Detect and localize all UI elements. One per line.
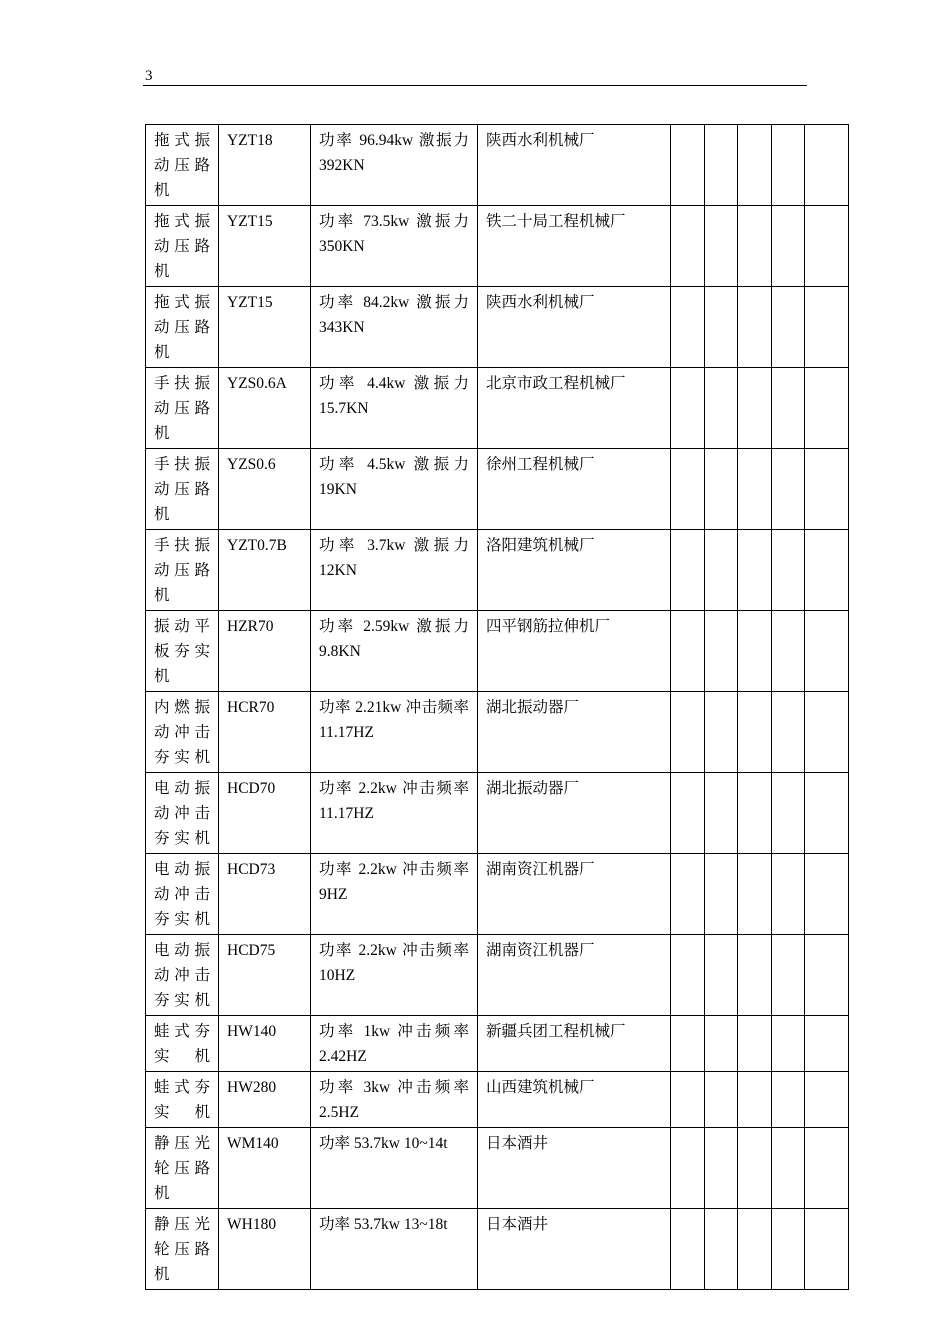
equipment-name-line: 机 — [154, 668, 170, 685]
empty-cell — [705, 773, 738, 854]
empty-cell — [772, 287, 805, 368]
equipment-name-line: 动压路 — [154, 562, 210, 579]
equipment-name-cell — [146, 1072, 219, 1128]
equipment-table — [145, 124, 849, 1290]
empty-cell — [805, 287, 849, 368]
empty-cell — [705, 1128, 738, 1209]
model-cell: YZT0.7B — [219, 530, 311, 611]
empty-cell — [738, 125, 772, 206]
table-row — [146, 368, 849, 449]
manufacturer-cell: 铁二十局工程机械厂 — [478, 206, 671, 287]
empty-cell — [805, 206, 849, 287]
empty-cell — [738, 854, 772, 935]
empty-cell — [805, 368, 849, 449]
empty-cell — [705, 935, 738, 1016]
manufacturer-cell: 北京市政工程机械厂 — [478, 368, 671, 449]
empty-cell — [671, 206, 705, 287]
table-row — [146, 125, 849, 206]
empty-cell — [738, 368, 772, 449]
header-rule — [143, 85, 807, 86]
table-row — [146, 1209, 849, 1290]
empty-cell — [738, 692, 772, 773]
empty-cell — [705, 1016, 738, 1072]
spec-cell: 功率 53.7kw 10~14t — [311, 1128, 478, 1209]
table-row — [146, 1128, 849, 1209]
empty-cell — [805, 1072, 849, 1128]
manufacturer-cell: 洛阳建筑机械厂 — [478, 530, 671, 611]
empty-cell — [705, 530, 738, 611]
table-row — [146, 206, 849, 287]
empty-cell — [671, 368, 705, 449]
manufacturer-cell: 湖北振动器厂 — [478, 692, 671, 773]
empty-cell — [671, 773, 705, 854]
empty-cell — [772, 1016, 805, 1072]
equipment-name-line: 动压路 — [154, 400, 210, 417]
model-cell: YZT15 — [219, 287, 311, 368]
equipment-name-line: 动压路 — [154, 481, 210, 498]
equipment-name-line: 轮压路 — [154, 1241, 210, 1258]
empty-cell — [671, 611, 705, 692]
empty-cell — [772, 449, 805, 530]
empty-cell — [772, 773, 805, 854]
empty-cell — [705, 1209, 738, 1290]
empty-cell — [705, 611, 738, 692]
empty-cell — [772, 1072, 805, 1128]
equipment-name-cell — [146, 449, 219, 530]
equipment-name-line: 动冲击 — [154, 724, 210, 741]
equipment-name-line: 振动平 — [154, 618, 210, 635]
model-cell: HW280 — [219, 1072, 311, 1128]
manufacturer-cell: 新疆兵团工程机械厂 — [478, 1016, 671, 1072]
table-row — [146, 1072, 849, 1128]
equipment-name-line: 机 — [154, 1185, 170, 1202]
empty-cell — [705, 287, 738, 368]
page-number: 3 — [145, 68, 153, 84]
empty-cell — [671, 692, 705, 773]
equipment-name-line: 动冲击 — [154, 886, 210, 903]
empty-cell — [738, 935, 772, 1016]
manufacturer-cell: 湖北振动器厂 — [478, 773, 671, 854]
empty-cell — [772, 1128, 805, 1209]
equipment-name-line: 机 — [154, 506, 170, 523]
empty-cell — [671, 1209, 705, 1290]
empty-cell — [705, 692, 738, 773]
empty-cell — [738, 1209, 772, 1290]
equipment-name-line: 动压路 — [154, 238, 210, 255]
table-row — [146, 854, 849, 935]
model-cell: HW140 — [219, 1016, 311, 1072]
spec-cell: 功率 2.2kw 冲击频率 11.17HZ — [311, 773, 478, 854]
spec-cell: 功率 84.2kw 激振力 343KN — [311, 287, 478, 368]
manufacturer-cell: 四平钢筋拉伸机厂 — [478, 611, 671, 692]
equipment-name-line: 实机 — [154, 1104, 210, 1121]
equipment-name-line: 静压光 — [154, 1216, 210, 1233]
spec-cell: 功率 3kw 冲击频率 2.5HZ — [311, 1072, 478, 1128]
equipment-name-line: 电动振 — [154, 942, 210, 959]
equipment-name-line: 夯实机 — [154, 830, 210, 847]
manufacturer-cell: 山西建筑机械厂 — [478, 1072, 671, 1128]
spec-cell: 功率 2.21kw 冲击频率 11.17HZ — [311, 692, 478, 773]
model-cell: HCD75 — [219, 935, 311, 1016]
empty-cell — [738, 449, 772, 530]
equipment-name-line: 机 — [154, 182, 170, 199]
empty-cell — [805, 1209, 849, 1290]
empty-cell — [671, 1128, 705, 1209]
equipment-name-cell — [146, 125, 219, 206]
empty-cell — [671, 854, 705, 935]
equipment-name-cell — [146, 530, 219, 611]
empty-cell — [805, 854, 849, 935]
equipment-name-line: 动冲击 — [154, 805, 210, 822]
table-row — [146, 530, 849, 611]
empty-cell — [805, 449, 849, 530]
empty-cell — [772, 125, 805, 206]
empty-cell — [671, 935, 705, 1016]
table-row — [146, 773, 849, 854]
equipment-name-line: 动压路 — [154, 319, 210, 336]
equipment-name-cell — [146, 854, 219, 935]
equipment-name-cell — [146, 1128, 219, 1209]
spec-cell: 功率 4.4kw 激振力 15.7KN — [311, 368, 478, 449]
equipment-name-cell — [146, 206, 219, 287]
empty-cell — [705, 125, 738, 206]
table-row — [146, 611, 849, 692]
manufacturer-cell: 徐州工程机械厂 — [478, 449, 671, 530]
equipment-name-line: 机 — [154, 1266, 170, 1283]
model-cell: YZS0.6 — [219, 449, 311, 530]
table-body — [146, 125, 849, 1290]
equipment-name-line: 拖式振 — [154, 213, 210, 230]
equipment-name-line: 蛙式夯 — [154, 1023, 210, 1040]
empty-cell — [705, 368, 738, 449]
empty-cell — [772, 854, 805, 935]
empty-cell — [772, 1209, 805, 1290]
empty-cell — [738, 530, 772, 611]
empty-cell — [738, 1016, 772, 1072]
model-cell: WM140 — [219, 1128, 311, 1209]
empty-cell — [671, 287, 705, 368]
equipment-name-line: 手扶振 — [154, 456, 210, 473]
model-cell: HCD73 — [219, 854, 311, 935]
empty-cell — [705, 854, 738, 935]
table-row — [146, 449, 849, 530]
empty-cell — [772, 206, 805, 287]
empty-cell — [805, 530, 849, 611]
spec-cell: 功率 73.5kw 激振力 350KN — [311, 206, 478, 287]
empty-cell — [805, 1016, 849, 1072]
empty-cell — [772, 611, 805, 692]
equipment-name-line: 电动振 — [154, 780, 210, 797]
equipment-name-cell — [146, 1209, 219, 1290]
empty-cell — [805, 773, 849, 854]
empty-cell — [738, 1072, 772, 1128]
model-cell: YZT15 — [219, 206, 311, 287]
model-cell: HZR70 — [219, 611, 311, 692]
table-row — [146, 935, 849, 1016]
table-row — [146, 692, 849, 773]
model-cell: WH180 — [219, 1209, 311, 1290]
empty-cell — [738, 287, 772, 368]
equipment-name-line: 板夯实 — [154, 643, 210, 660]
equipment-name-cell — [146, 692, 219, 773]
empty-cell — [805, 692, 849, 773]
empty-cell — [805, 125, 849, 206]
empty-cell — [805, 1128, 849, 1209]
empty-cell — [738, 611, 772, 692]
spec-cell: 功率 2.2kw 冲击频率 10HZ — [311, 935, 478, 1016]
model-cell: HCD70 — [219, 773, 311, 854]
equipment-name-line: 实机 — [154, 1048, 210, 1065]
manufacturer-cell: 湖南资江机器厂 — [478, 854, 671, 935]
equipment-name-line: 蛙式夯 — [154, 1079, 210, 1096]
equipment-name-line: 机 — [154, 344, 170, 361]
empty-cell — [738, 1128, 772, 1209]
equipment-name-line: 手扶振 — [154, 537, 210, 554]
manufacturer-cell: 日本酒井 — [478, 1128, 671, 1209]
equipment-name-cell — [146, 368, 219, 449]
empty-cell — [671, 1016, 705, 1072]
spec-cell: 功率 2.2kw 冲击频率 9HZ — [311, 854, 478, 935]
equipment-name-line: 拖式振 — [154, 294, 210, 311]
spec-cell: 功率 4.5kw 激振力 19KN — [311, 449, 478, 530]
empty-cell — [671, 449, 705, 530]
manufacturer-cell: 陕西水利机械厂 — [478, 287, 671, 368]
equipment-name-line: 机 — [154, 263, 170, 280]
empty-cell — [671, 1072, 705, 1128]
empty-cell — [705, 206, 738, 287]
equipment-name-line: 夯实机 — [154, 992, 210, 1009]
equipment-name-line: 机 — [154, 425, 170, 442]
spec-cell: 功率 2.59kw 激振力 9.8KN — [311, 611, 478, 692]
table-row — [146, 1016, 849, 1072]
equipment-name-cell — [146, 1016, 219, 1072]
equipment-name-line: 动压路 — [154, 157, 210, 174]
equipment-name-line: 夯实机 — [154, 749, 210, 766]
empty-cell — [738, 206, 772, 287]
empty-cell — [772, 692, 805, 773]
spec-cell: 功率 53.7kw 13~18t — [311, 1209, 478, 1290]
manufacturer-cell: 日本酒井 — [478, 1209, 671, 1290]
spec-cell: 功率 96.94kw 激振力 392KN — [311, 125, 478, 206]
equipment-name-cell — [146, 935, 219, 1016]
table-row — [146, 287, 849, 368]
model-cell: YZS0.6A — [219, 368, 311, 449]
empty-cell — [705, 1072, 738, 1128]
empty-cell — [772, 935, 805, 1016]
model-cell: YZT18 — [219, 125, 311, 206]
empty-cell — [738, 773, 772, 854]
equipment-name-line: 机 — [154, 587, 170, 604]
model-cell: HCR70 — [219, 692, 311, 773]
manufacturer-cell: 湖南资江机器厂 — [478, 935, 671, 1016]
equipment-name-line: 动冲击 — [154, 967, 210, 984]
equipment-name-cell — [146, 611, 219, 692]
spec-cell: 功率 3.7kw 激振力 12KN — [311, 530, 478, 611]
equipment-name-line: 内燃振 — [154, 699, 210, 716]
equipment-name-line: 拖式振 — [154, 132, 210, 149]
manufacturer-cell: 陕西水利机械厂 — [478, 125, 671, 206]
empty-cell — [671, 530, 705, 611]
empty-cell — [772, 530, 805, 611]
equipment-name-cell — [146, 287, 219, 368]
empty-cell — [671, 125, 705, 206]
empty-cell — [772, 368, 805, 449]
equipment-name-line: 手扶振 — [154, 375, 210, 392]
empty-cell — [705, 449, 738, 530]
equipment-name-line: 轮压路 — [154, 1160, 210, 1177]
equipment-name-line: 静压光 — [154, 1135, 210, 1152]
empty-cell — [805, 611, 849, 692]
empty-cell — [805, 935, 849, 1016]
equipment-name-line: 电动振 — [154, 861, 210, 878]
spec-cell: 功率 1kw 冲击频率 2.42HZ — [311, 1016, 478, 1072]
equipment-name-cell — [146, 773, 219, 854]
equipment-name-line: 夯实机 — [154, 911, 210, 928]
